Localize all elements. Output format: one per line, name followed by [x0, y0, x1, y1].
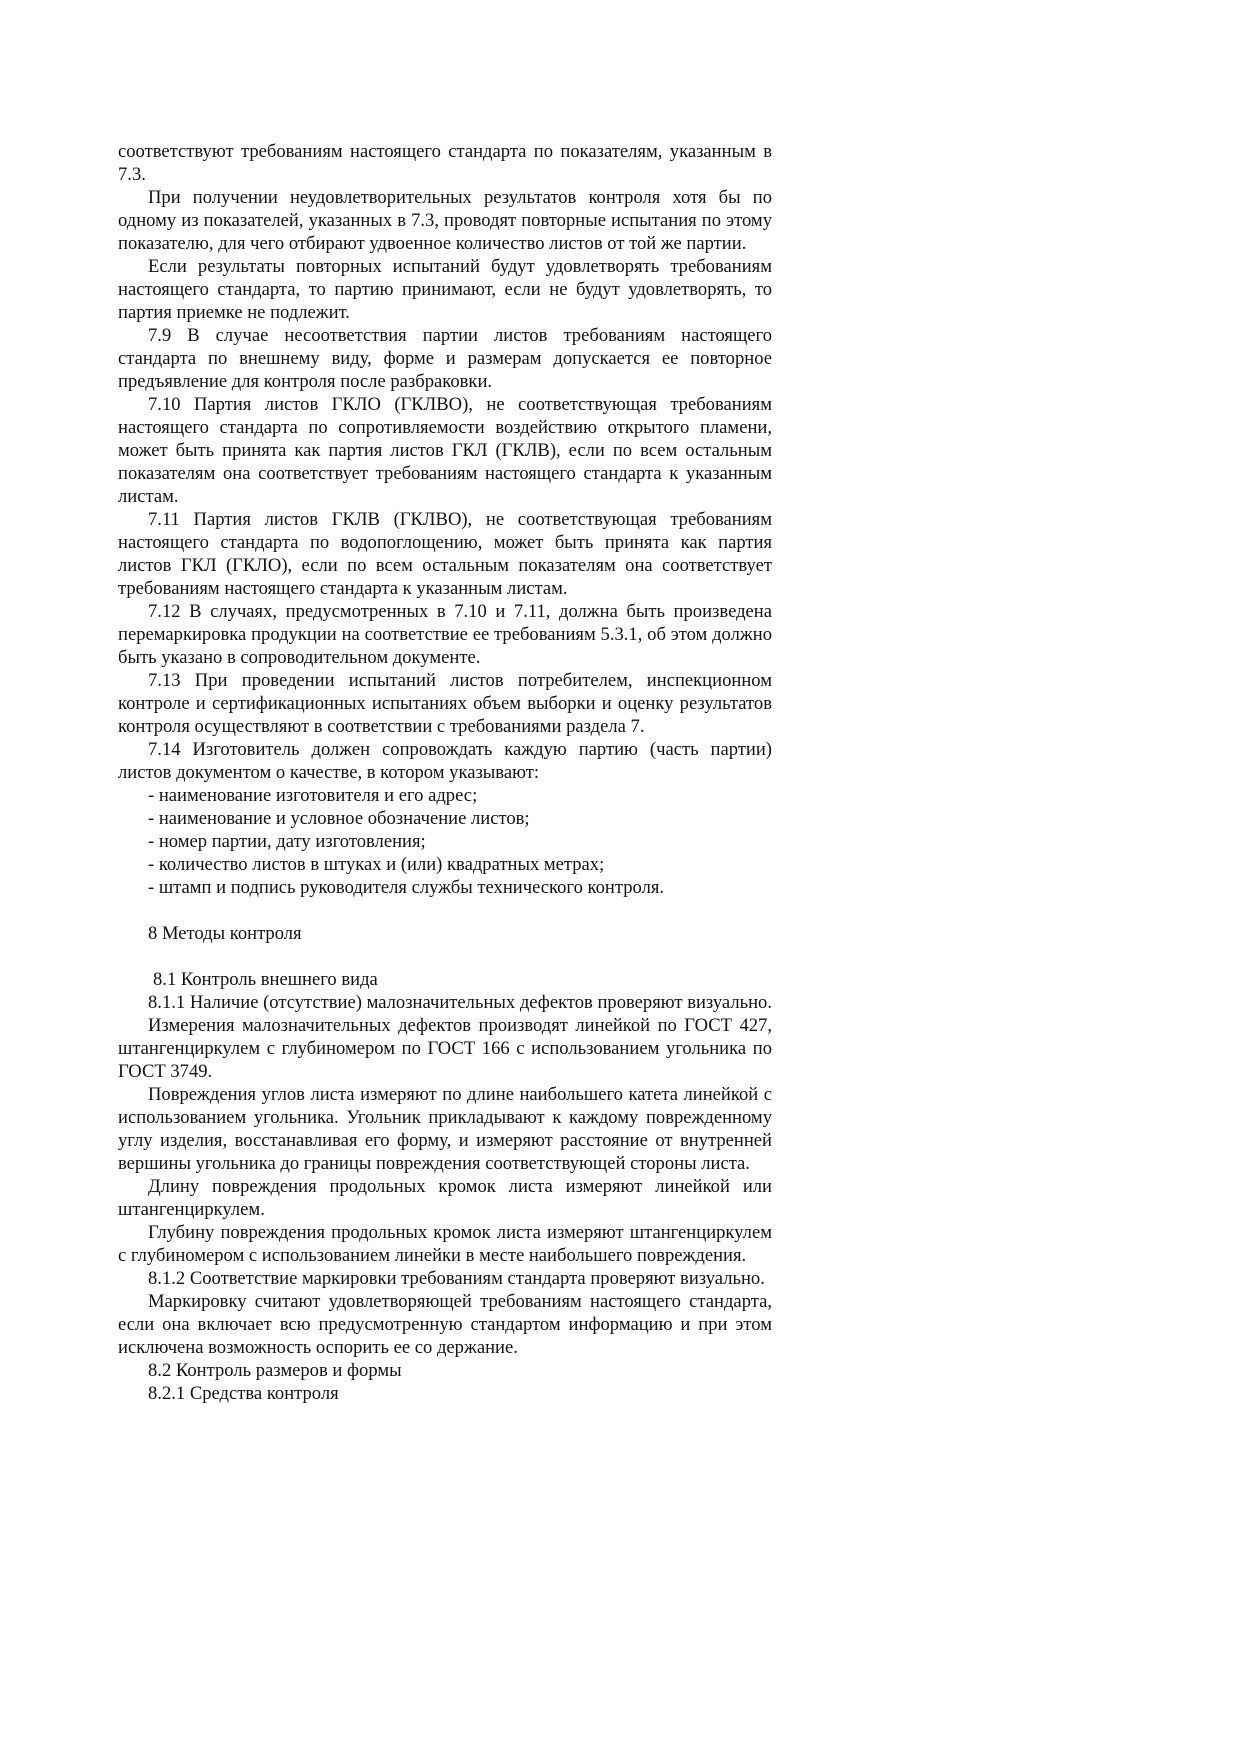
document-page	[118, 140, 772, 1405]
spacer	[118, 899, 772, 922]
spacer	[118, 945, 772, 968]
paragraph: Глубину повреждения продольных кромок листа измеряют штангенциркулем с глубиномером с использованием линейки в месте наибольшего повреждения.	[118, 1222, 772, 1266]
paragraph-8-1-1: 8.1.1 Наличие (отсутствие) малозначительных дефектов проверяют визуально.	[148, 992, 773, 1013]
section-heading-8-1: 8.1 Контроль внешнего вида	[153, 969, 378, 990]
paragraph-7-10: 7.10 Партия листов ГКЛО (ГКЛВО), не соответствующая требованиям настоящего стандарта по сопротивляемости воздействию открытого пламени, может быть принята как партия листов ГКЛ (ГКЛВ), если по всем остальным показателям она соответствует требованиям настоящего стандарта к указанным листам.	[118, 394, 772, 507]
list-item: - количество листов в штуках и (или) квадратных метрах;	[148, 854, 605, 875]
paragraph-7-13: 7.13 При проведении испытаний листов потребителем, инспекционном контроле и сертификационных испытаниях объем выборки и оценку результатов контроля осуществляют в соответствии с требованиями раздела 7.	[118, 670, 772, 737]
list-item: - номер партии, дату изготовления;	[148, 831, 426, 852]
paragraph: Маркировку считают удовлетворяющей требованиям настоящего стандарта, если она включает всю предусмотренную стандартом информацию и при этом исключена возможность оспорить ее со держание.	[118, 1291, 772, 1358]
paragraph-7-9: 7.9 В случае несоответствия партии листов требованиям настоящего стандарта по внешнему виду, форме и размерам допускается ее повторное предъявление для контроля после разбраковки.	[118, 325, 772, 392]
paragraph: Если результаты повторных испытаний будут удовлетворять требованиям настоящего стандарта, то партию принимают, если не будут удовлетворять, то партия приемке не подлежит.	[118, 256, 772, 323]
list-item: - наименование изготовителя и его адрес;	[148, 785, 478, 806]
list-item: - штамп и подпись руководителя службы технического контроля.	[148, 877, 665, 898]
section-heading-8: 8 Методы контроля	[148, 923, 302, 944]
list-item: - наименование и условное обозначение листов;	[148, 808, 530, 829]
section-heading-8-2: 8.2 Контроль размеров и формы	[148, 1360, 402, 1381]
paragraph: При получении неудовлетворительных результатов контроля хотя бы по одному из показателей, указанных в 7.3, проводят повторные испытания по этому показателю, для чего отбирают удвоенное количество листов от той же партии.	[118, 187, 772, 254]
paragraph-7-11: 7.11 Партия листов ГКЛВ (ГКЛВО), не соответствующая требованиям настоящего стандарта по водопоглощению, может быть принята как партия листов ГКЛ (ГКЛО), если по всем остальным показателям она соответствует требованиям настоящего стандарта к указанным листам.	[118, 509, 772, 599]
section-heading-8-2-1: 8.2.1 Средства контроля	[148, 1383, 339, 1404]
paragraph: Повреждения углов листа измеряют по длине наибольшего катета линейкой с использованием угольника. Угольник прикладывают к каждому поврежденному углу изделия, восстанавливая его форму, и измеряют расстояние от внутренней вершины угольника до границы повреждения соответствующей стороны листа.	[118, 1084, 772, 1174]
paragraph: соответствуют требованиям настоящего стандарта по показателям, указанным в 7.3.	[118, 141, 772, 185]
paragraph: Длину повреждения продольных кромок листа измеряют линейкой или штангенциркулем.	[118, 1176, 772, 1220]
paragraph: Измерения малозначительных дефектов производят линейкой по ГОСТ 427, штангенциркулем с глубиномером по ГОСТ 166 с использованием угольника по ГОСТ 3749.	[118, 1015, 772, 1082]
paragraph-7-14: 7.14 Изготовитель должен сопровождать каждую партию (часть партии) листов документом о качестве, в котором указывают:	[118, 739, 772, 783]
paragraph-8-1-2: 8.1.2 Соответствие маркировки требованиям стандарта проверяют визуально.	[148, 1268, 765, 1289]
paragraph-7-12: 7.12 В случаях, предусмотренных в 7.10 и 7.11, должна быть произведена перемаркировка продукции на соответствие ее требованиям 5.3.1, об этом должно быть указано в сопроводительном документе.	[118, 601, 772, 668]
